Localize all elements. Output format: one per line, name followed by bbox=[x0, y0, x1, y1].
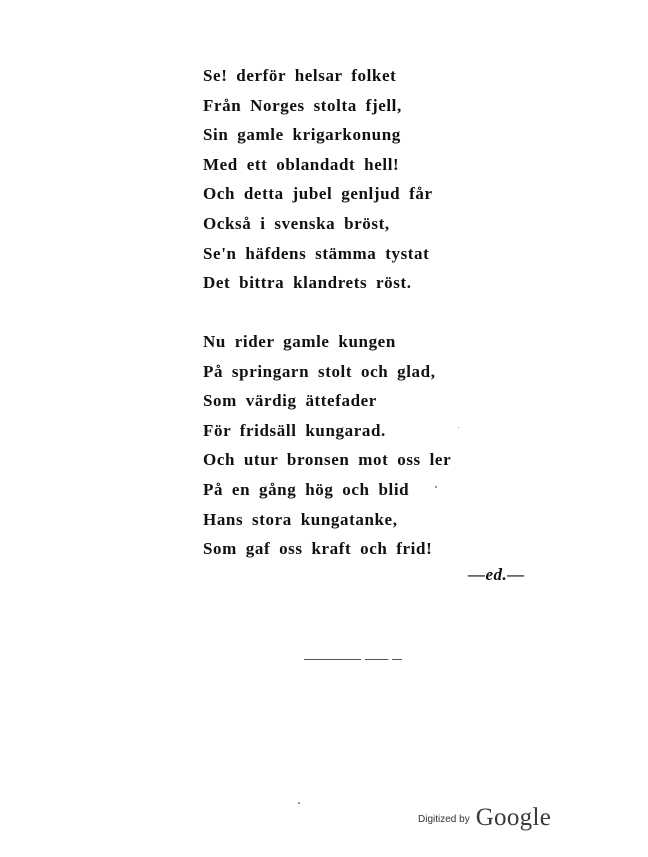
poem-line: På en gång hög och blid bbox=[203, 479, 410, 499]
poem-stanza-1 bbox=[203, 61, 543, 298]
poem-line: Också i svenska bröst, bbox=[203, 213, 390, 233]
poem-line: Nu rider gamle kungen bbox=[203, 332, 396, 351]
poem-line: Som värdig ättefader bbox=[203, 391, 377, 411]
poem-line: På springarn stolt och glad, bbox=[203, 361, 436, 381]
digitization-watermark bbox=[418, 804, 551, 832]
poem-stanza-2 bbox=[203, 327, 543, 564]
poem-line: Och detta jubel genljud får bbox=[203, 184, 433, 204]
poem-signature: —ed.— bbox=[468, 565, 525, 584]
section-divider bbox=[304, 659, 402, 660]
print-speck bbox=[458, 427, 459, 428]
poem-line: Med ett oblandadt hell! bbox=[203, 154, 400, 174]
print-speck bbox=[298, 802, 300, 804]
poem-line: Hans stora kungatanke, bbox=[203, 509, 398, 529]
poem-line: För fridsäll kungarad. bbox=[203, 420, 386, 440]
poem-line: Och utur bronsen mot oss ler bbox=[203, 450, 452, 470]
poem-line: Se'n häfdens stämma tystat bbox=[203, 243, 430, 263]
google-logo: Google bbox=[475, 804, 552, 831]
poem-line: Det bittra klandrets röst. bbox=[203, 273, 412, 293]
poem-line: Från Norges stolta fjell, bbox=[203, 95, 402, 115]
watermark-prefix: Digitized by bbox=[418, 814, 470, 825]
print-speck bbox=[435, 486, 437, 488]
poem-line: Som gaf oss kraft och frid! bbox=[203, 539, 433, 559]
poem-line: Se! derför helsar folket bbox=[203, 66, 397, 85]
poem-line: Sin gamle krigarkonung bbox=[203, 125, 401, 145]
